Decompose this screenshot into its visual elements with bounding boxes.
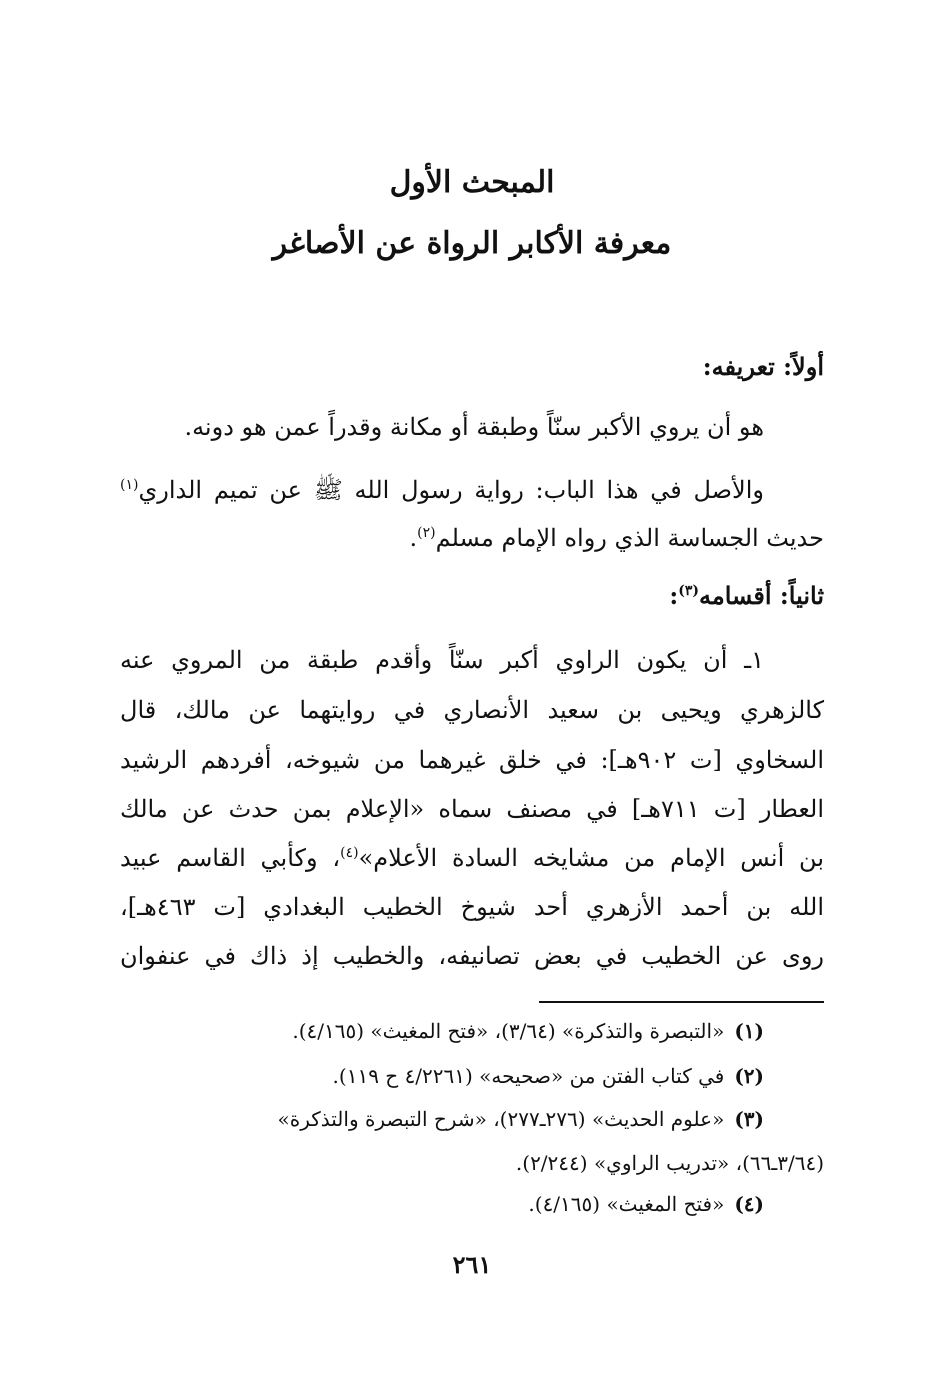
chapter-subtitle: معرفة الأكابر الرواة عن الأصاغر [272,226,672,261]
body-line-3: السخاوي [ت ٩٠٢هـ]: في خلق غيرهما من شيوخه، أفردهم الرشيد [120,746,824,774]
footnote-3-number: (٣) [734,1107,764,1131]
origin-line-1 [120,473,764,507]
footnote-2 [333,1062,764,1090]
origin-text-1: والأصل في هذا الباب: رواية رسول الله ﷺ عن تميم الداري [138,476,764,504]
chapter-title: المبحث الأول [389,165,555,200]
origin-text-2: حديث الجساسة الذي رواه الإمام مسلم [435,524,824,552]
definition-paragraph: هو أن يروي الأكبر سنّاً وطبقة أو مكانة وقدراً عمن هو دونه. [184,413,764,441]
footnote-ref-4: (٤) [340,845,359,861]
page-number: ٢٦١ [452,1250,492,1279]
body-line-7: روى عن الخطيب في بعض تصانيفه، والخطيب إذ ذاك في عنفوان [120,942,824,970]
body-line-5-b: ، وكأبي القاسم عبيد [120,844,341,872]
footnote-1-number: (١) [734,1019,764,1043]
footnote-2-text: في كتاب الفتن من «صحيحه» (٤/٢٢٦١ ح ١١٩). [332,1064,725,1088]
body-line-5 [120,841,824,875]
body-line-4: العطار [ت ٧١١هـ] في مصنف سماه «الإعلام بمن حدث عن مالك [120,795,824,823]
body-line-6: الله بن أحمد الأزهري أحد شيوخ الخطيب البغدادي [ت ٤٦٣هـ]، [120,893,824,921]
footnote-3-text: «علوم الحديث» (٢٧٦ـ٢٧٧)، «شرح التبصرة والتذكرة» [277,1107,725,1131]
footnote-4-text: «فتح المغيث» (٤/١٦٥). [528,1192,725,1216]
section-heading-divisions [669,579,824,613]
footnote-1 [292,1017,764,1045]
footnote-4-number: (٤) [734,1192,764,1216]
origin-line-2 [410,521,824,555]
footnote-3 [277,1105,764,1133]
body-line-2: كالزهري ويحيى بن سعيد الأنصاري في روايتهما عن مالك، قال [120,696,824,724]
footnote-2-number: (٢) [734,1064,764,1088]
footnote-separator [539,1001,824,1003]
footnote-ref-2: (٢) [417,525,436,541]
body-line-5-a: بن أنس الإمام من مشايخه السادة الأعلام» [358,844,825,872]
divisions-head-text: ثانياً: أقسامه [698,581,824,610]
section-heading-definition: أولاً: تعريفه: [702,352,824,381]
footnote-3-continued: (٣/٦٤ـ٦٦)، «تدريب الراوي» (٢/٢٤٤). [515,1151,824,1175]
footnote-ref-3: (٣) [678,583,699,599]
body-line-1: ١ـ أن يكون الراوي أكبر سنّاً وأقدم طبقة من المروي عنه [120,646,764,674]
divisions-head-end: : [669,581,679,610]
footnote-ref-1: (١) [120,477,139,493]
footnote-1-text: «التبصرة والتذكرة» (٣/٦٤)، «فتح المغيث» (٤/١٦٥). [292,1019,725,1043]
origin-end: . [409,524,418,552]
footnote-4 [528,1190,764,1218]
